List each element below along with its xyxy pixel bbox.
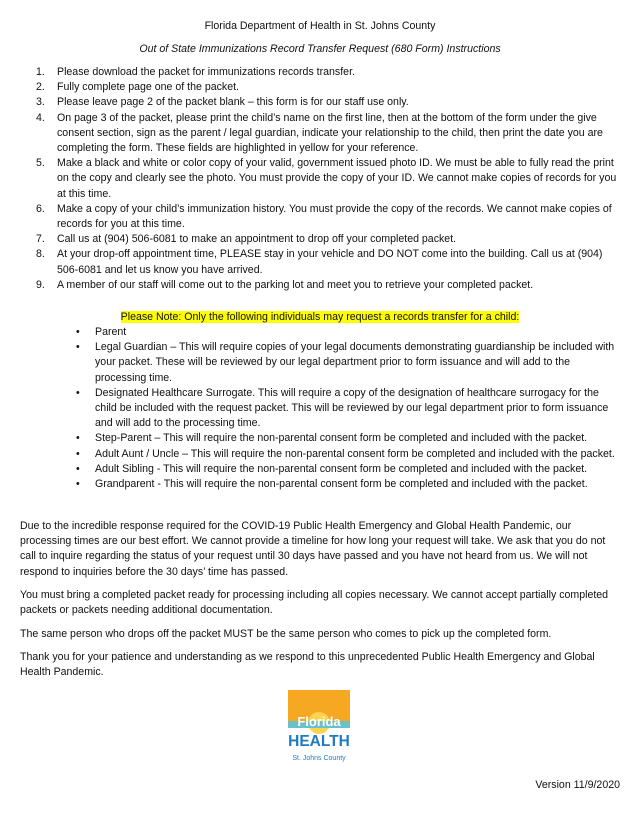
step-text: Make a copy of your child’s immunization history. You must provide the copy of the records. We cannot make copies of records for you at this time. <box>57 202 612 231</box>
step-item <box>20 247 618 277</box>
individual-text: Step-Parent – This will require the non-parental consent form be completed and included with the packet. <box>95 432 588 445</box>
version-label: Version 11/9/2020 <box>535 779 620 791</box>
bullet-icon: • <box>76 341 80 354</box>
logo-text-florida: Florida <box>297 714 341 729</box>
step-item <box>20 95 618 110</box>
logo-text-county: St. Johns County <box>292 755 346 762</box>
step-item <box>20 111 618 157</box>
step-number: 3. <box>36 96 45 109</box>
step-item <box>20 202 618 232</box>
individual-item <box>20 447 618 462</box>
eligible-individuals-list <box>20 325 618 492</box>
step-number: 9. <box>36 278 45 291</box>
individual-text: Adult Sibling - This will require the non-parental consent form be completed and included with the packet. <box>95 462 588 475</box>
step-item <box>20 65 618 80</box>
step-text: Fully complete page one of the packet. <box>57 81 239 94</box>
thank-you-paragraph: Thank you for your patience and understanding as we respond to this unprecedented Public Health Emergency and Global Health Pandemic. <box>20 651 595 679</box>
individual-text: Legal Guardian – This will require copies of your legal documents demonstrating guardianship be included with your packet. These will be reviewed by our legal department prior to form issuance and will add to the processing time. <box>95 341 615 384</box>
logo-text-health: HEALTH <box>288 733 350 750</box>
step-number: 8. <box>36 248 45 261</box>
step-text: Call us at (904) 506-6081 to make an appointment to drop off your completed packet. <box>57 233 457 246</box>
step-item <box>20 232 618 247</box>
bullet-icon: • <box>76 478 80 491</box>
bullet-icon: • <box>76 386 80 399</box>
step-item <box>20 80 618 95</box>
individual-text: Adult Aunt / Uncle – This will require the non-parental consent form be completed and included with the packet. <box>95 447 615 460</box>
individual-text: Parent <box>95 326 127 338</box>
individual-item <box>20 386 618 432</box>
step-number: 6. <box>36 202 45 215</box>
bullet-icon: • <box>76 432 80 445</box>
individual-item <box>20 340 618 386</box>
step-text: At your drop-off appointment time, PLEASE stay in your vehicle and DO NOT come into the building. Call us at (904) 506-6081 and let us know you have arrived. <box>57 248 603 276</box>
step-number: 5. <box>36 157 45 170</box>
bullet-icon: • <box>76 326 80 338</box>
complete-packet-paragraph: You must bring a completed packet ready for processing including all copies necessary. We cannot accept partially completed packets or packets needing additional documentation. <box>20 589 609 617</box>
individual-item <box>20 462 618 477</box>
individual-item <box>20 477 618 492</box>
step-text: Please download the packet for immunizations records transfer. <box>57 66 355 78</box>
individual-text: Grandparent - This will require the non-parental consent form be completed and included with the packet. <box>95 478 588 491</box>
step-text: A member of our staff will come out to the parking lot and meet you to retrieve your completed packet. <box>57 278 534 291</box>
step-item <box>20 156 618 202</box>
instruction-steps <box>20 65 618 293</box>
individual-text: Designated Healthcare Surrogate. This will require a copy of the designation of healthcare surrogacy for the child be included with the request packet. This will be reviewed by our legal department prior to form issuance and will add to the processing time. <box>95 386 609 430</box>
step-text: Please leave page 2 of the packet blank – this form is for our staff use only. <box>57 96 409 109</box>
bullet-icon: • <box>76 447 80 460</box>
individual-item <box>20 431 618 446</box>
organization-heading: Florida Department of Health in St. Johns County <box>204 20 436 32</box>
step-text: On page 3 of the packet, please print the child’s name on the first line, then at the bottom of the form under the give consent section, sign as the parent / legal guardian, indicate your relationship to the child, then print the date you are completing the form. These fields are highlighted in yellow for your reference. <box>57 111 603 155</box>
florida-health-logo <box>286 688 352 766</box>
step-number: 1. <box>36 66 45 78</box>
individual-item <box>20 325 618 340</box>
step-number: 7. <box>36 233 45 246</box>
highlighted-note-text: Please Note: Only the following individuals may request a records transfer for a child: <box>120 311 520 323</box>
document-title: Out of State Immunizations Record Transfer Request (680 Form) Instructions <box>139 43 501 55</box>
step-number: 4. <box>36 111 45 124</box>
step-text: Make a black and white or color copy of your valid, government issued photo ID. We must be able to fully read the print on the copy and clearly see the photo. You must provide the copy of your ID. We cannot make copies of records for you at this time. <box>57 157 617 200</box>
bullet-icon: • <box>76 462 80 475</box>
step-number: 2. <box>36 81 45 94</box>
step-item <box>20 278 618 293</box>
processing-time-paragraph: Due to the incredible response required for the COVID-19 Public Health Emergency and Global Health Pandemic, our processing times are our best effort. We cannot provide a timeline for how long your request will take. We ask that you do not call to inquire regarding the status of your request until 30 days have passed and you have not heard from us. We will not respond to inquiries before the 30 days’ time has passed. <box>20 520 606 578</box>
eligibility-note <box>0 310 640 325</box>
pickup-person-paragraph: The same person who drops off the packet MUST be the same person who comes to pick up the completed form. <box>20 628 552 640</box>
